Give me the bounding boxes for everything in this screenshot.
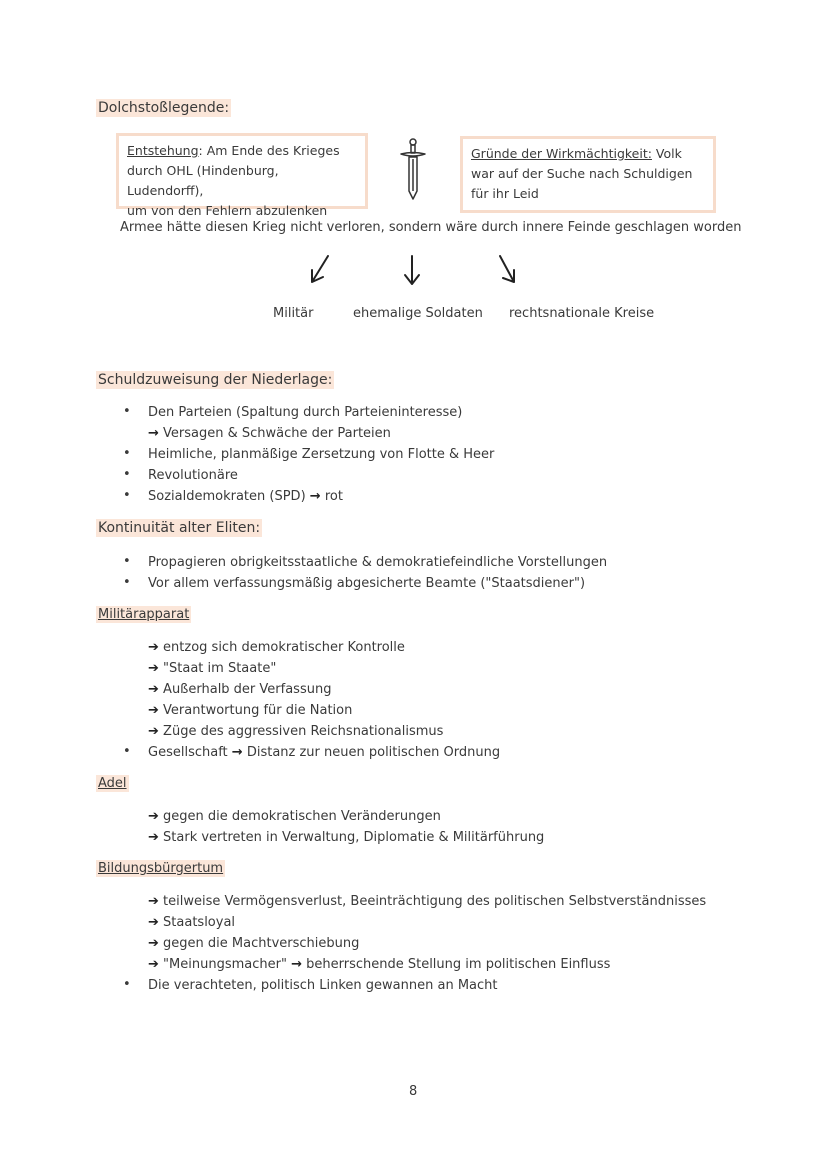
militaer-arrow-item: ➔ entzog sich demokratischer Kontrolle xyxy=(148,640,405,655)
bullet-icon: • xyxy=(123,488,131,503)
militaer-arrow-item: ➔ Verantwortung für die Nation xyxy=(148,703,353,718)
arrow-right-icon: ➔ xyxy=(148,682,159,697)
militaer-arrow-item: ➔ Züge des aggressiven Reichsnationalismus xyxy=(148,724,444,739)
kontinuitaet-heading: Kontinuität alter Eliten: xyxy=(98,520,261,536)
kontinuitaet-item: Vor allem verfassungsmäßig abgesicherte Beamte ("Staatsdiener") xyxy=(148,576,586,591)
page-number: 8 xyxy=(409,1084,418,1099)
bildung-heading: Bildungsbürgertum xyxy=(98,861,224,876)
arrow-right-icon: ➔ xyxy=(148,957,159,972)
adel-heading: Adel xyxy=(98,776,127,791)
militaer-gesellschaft: Gesellschaft → Distanz zur neuen politischen Ordnung xyxy=(148,745,501,760)
branch-militaer: Militär xyxy=(273,306,314,321)
arrow-right-icon: ➔ xyxy=(148,936,159,951)
arrow-right-icon: ➔ xyxy=(148,894,159,909)
arrow-right-icon: ➔ xyxy=(148,809,159,824)
entstehung-label: Entstehung xyxy=(127,143,199,158)
arrow-down-icon xyxy=(405,256,419,284)
schuld-item-spd: Sozialdemokraten (SPD) → rot xyxy=(148,489,343,504)
bildung-arrow-item: ➔ teilweise Vermögensverlust, Beeinträchtigung des politischen Selbstverständnisses xyxy=(148,894,707,909)
arrow-right-icon: ➔ xyxy=(148,640,159,655)
bullet-icon: • xyxy=(123,575,131,590)
arrow-right-icon: → xyxy=(231,745,243,760)
bullet-icon: • xyxy=(123,467,131,482)
gruende-box: Gründe der Wirkmächtigkeit: Volk war auf der Suche nach Schuldigen für ihr Leid xyxy=(460,136,716,213)
dagger-icon xyxy=(398,137,428,203)
arrow-right-icon: ➔ xyxy=(148,661,159,676)
militaer-arrow-item: ➔ Außerhalb der Verfassung xyxy=(148,682,332,697)
bullet-icon: • xyxy=(123,446,131,461)
bullet-icon: • xyxy=(123,744,131,759)
schuld-item-zersetzung: Heimliche, planmäßige Zersetzung von Flotte & Heer xyxy=(148,447,495,462)
arrow-right-icon: ➔ xyxy=(148,830,159,845)
gruende-label: Gründe der Wirkmächtigkeit: xyxy=(471,146,652,161)
arrow-right-icon: ➔ xyxy=(148,703,159,718)
bullet-icon: • xyxy=(123,404,131,419)
bildung-arrow-item: ➔ "Meinungsmacher" → beherrschende Stellung im politischen Einfluss xyxy=(148,957,611,972)
militaer-heading: Militärapparat xyxy=(98,607,190,622)
dolch-statement: Armee hätte diesen Krieg nicht verloren, sondern wäre durch innere Feinde geschlagen worden xyxy=(120,220,742,235)
militaer-arrow-item: ➔ "Staat im Staate" xyxy=(148,661,277,676)
bildung-arrow-item: ➔ Staatsloyal xyxy=(148,915,236,930)
arrow-right-icon: → xyxy=(148,426,159,441)
branch-soldaten: ehemalige Soldaten xyxy=(353,306,483,321)
branch-arrows xyxy=(300,252,530,292)
arrow-right-icon: → xyxy=(309,489,321,504)
arrow-right-icon: ➔ xyxy=(148,915,159,930)
bullet-icon: • xyxy=(123,977,131,992)
schuld-item-revolutionaere: Revolutionäre xyxy=(148,468,238,483)
adel-arrow-item: ➔ Stark vertreten in Verwaltung, Diplomatie & Militärführung xyxy=(148,830,545,845)
arrow-right-icon: ➔ xyxy=(148,724,159,739)
schuld-subitem: → Versagen & Schwäche der Parteien xyxy=(148,426,391,441)
schuld-heading: Schuldzuweisung der Niederlage: xyxy=(98,372,333,388)
kontinuitaet-item: Propagieren obrigkeitsstaatliche & demokratiefeindliche Vorstellungen xyxy=(148,555,608,570)
branch-rechtsnational: rechtsnationale Kreise xyxy=(509,306,655,321)
arrow-down-left-icon xyxy=(312,256,328,282)
bildung-arrow-item: ➔ gegen die Machtverschiebung xyxy=(148,936,360,951)
entstehung-box: Entstehung: Am Ende des Krieges durch OHL (Hindenburg, Ludendorff), um von den Fehlern abzulenken xyxy=(116,133,368,209)
schuld-item-parteien: Den Parteien (Spaltung durch Parteieninteresse) xyxy=(148,405,463,420)
bildung-bullet: Die verachteten, politisch Linken gewannen an Macht xyxy=(148,978,498,993)
arrow-down-right-icon xyxy=(500,256,514,282)
dolch-heading: Dolchstoßlegende: xyxy=(98,100,230,116)
adel-arrow-item: ➔ gegen die demokratischen Veränderungen xyxy=(148,809,441,824)
bullet-icon: • xyxy=(123,554,131,569)
arrow-right-icon: → xyxy=(291,957,302,972)
